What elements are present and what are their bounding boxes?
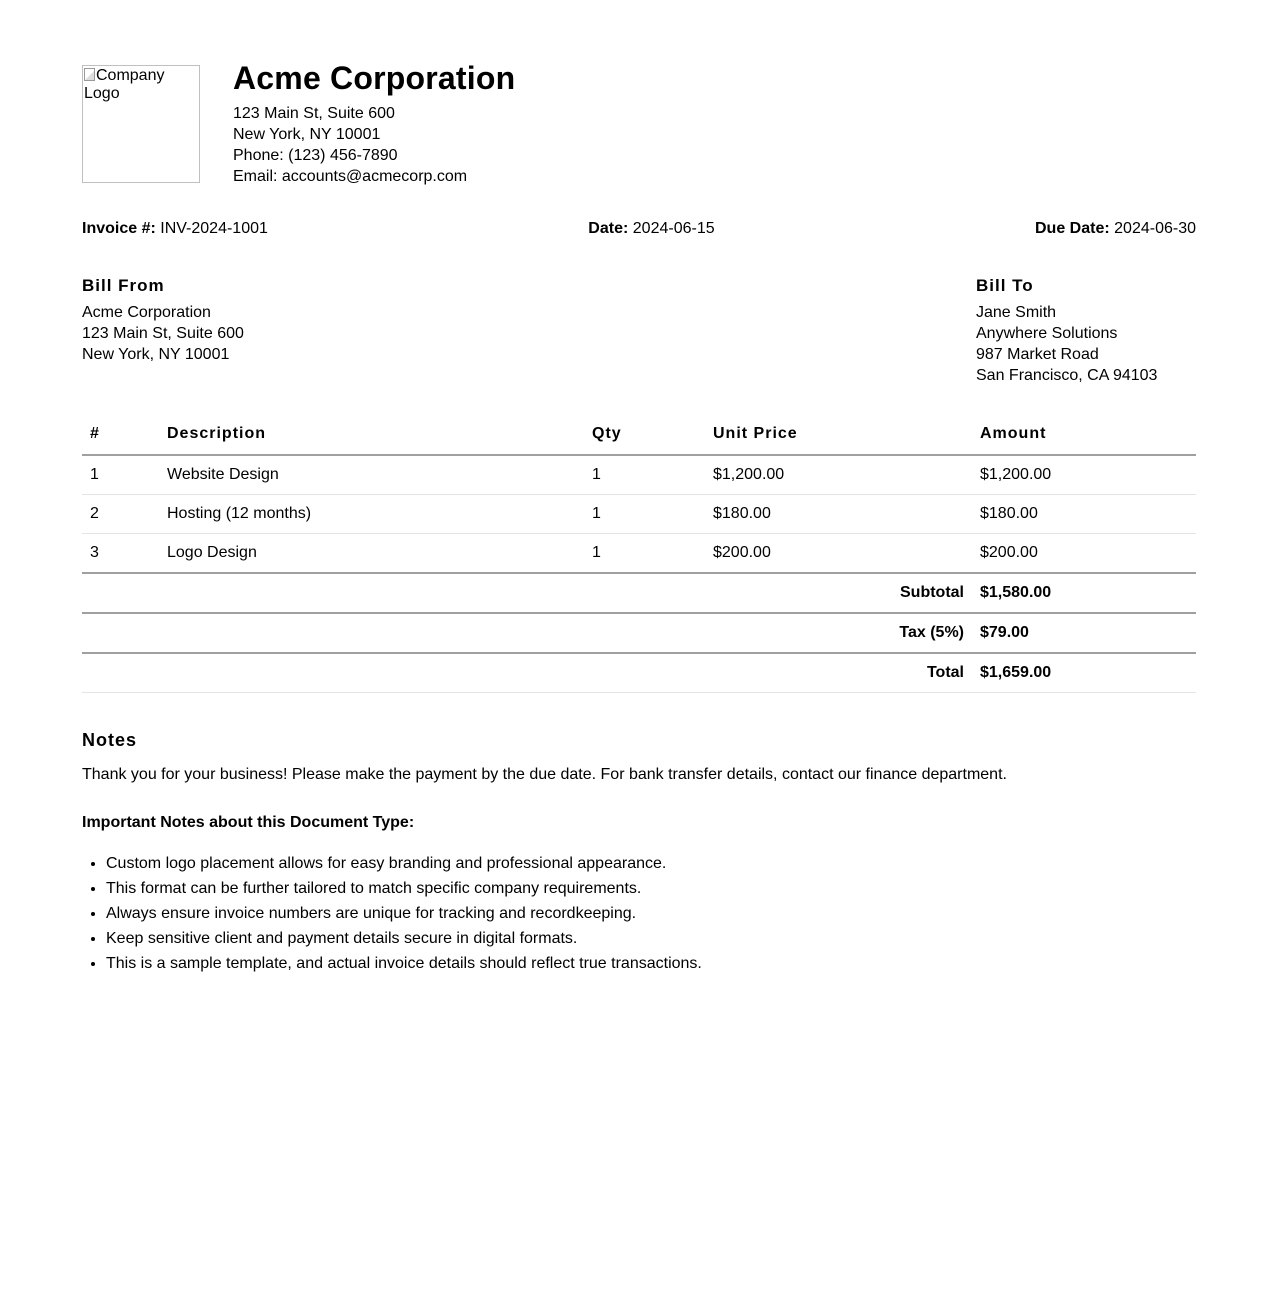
company-contact (233, 103, 515, 187)
row-unit-price: $200.00 (713, 534, 980, 574)
bill-to-line: Anywhere Solutions (976, 325, 1118, 342)
row-qty: 1 (592, 455, 713, 495)
bill-from-line: Acme Corporation (82, 304, 211, 321)
list-item: • Always ensure invoice numbers are unique for tracking and recordkeeping. (106, 901, 1196, 926)
bill-from-title: Bill From (82, 276, 165, 295)
bill-to (976, 276, 1196, 386)
broken-image-icon (84, 68, 95, 81)
invoice-parties (82, 276, 1196, 386)
invoice-meta (82, 219, 1196, 239)
bill-from (82, 276, 244, 386)
list-item: • Keep sensitive client and payment details secure in digital formats. (106, 926, 1196, 951)
invoice-number (82, 219, 268, 239)
invoice-date (588, 219, 714, 239)
row-number: 2 (82, 495, 167, 534)
row-unit-price: $1,200.00 (713, 455, 980, 495)
company-email: Email: accounts@acmecorp.com (233, 168, 468, 185)
bill-from-address (82, 302, 244, 365)
bill-from-line: 123 Main St, Suite 600 (82, 325, 244, 342)
table-row (82, 495, 1196, 534)
bill-to-line: San Francisco, CA 94103 (976, 367, 1158, 384)
column-header-unit-price: Unit Price (713, 424, 980, 455)
total-row (82, 653, 1196, 693)
bill-from-line: New York, NY 10001 (82, 346, 230, 363)
company-logo-alt-text: Company Logo (84, 67, 165, 102)
row-amount: $1,200.00 (980, 455, 1196, 495)
row-amount: $180.00 (980, 495, 1196, 534)
invoice-date-value: 2024-06-15 (632, 220, 715, 237)
company-address-line-1: 123 Main St, Suite 600 (233, 105, 395, 122)
column-header-number: # (82, 424, 167, 455)
total-value: $1,659.00 (980, 653, 1196, 693)
company-phone: Phone: (123) 456-7890 (233, 147, 398, 164)
notes-title: Notes (82, 730, 138, 750)
column-header-amount: Amount (980, 424, 1196, 455)
row-description: Hosting (12 months) (167, 495, 592, 534)
invoice-page (82, 60, 1196, 976)
subtotal-row (82, 573, 1196, 613)
subtotal-value: $1,580.00 (980, 573, 1196, 613)
row-amount: $200.00 (980, 534, 1196, 574)
subtotal-label: Subtotal (82, 573, 980, 613)
invoice-due-date-value: 2024-06-30 (1114, 220, 1196, 237)
important-notes-list (82, 851, 1196, 976)
line-items-table (82, 424, 1196, 693)
invoice-header (82, 60, 1196, 187)
invoice-number-label: Invoice #: (82, 220, 156, 237)
invoice-due-date-label: Due Date: (1035, 220, 1110, 237)
bill-to-line: 987 Market Road (976, 346, 1099, 363)
tax-value: $79.00 (980, 613, 1196, 653)
company-address-line-2: New York, NY 10001 (233, 126, 381, 143)
total-label: Total (82, 653, 980, 693)
bill-to-title: Bill To (976, 276, 1034, 295)
invoice-date-label: Date: (588, 220, 629, 237)
list-item: • Custom logo placement allows for easy branding and professional appearance. (106, 851, 1196, 876)
list-item: • This is a sample template, and actual invoice details should reflect true transactions. (106, 951, 1196, 976)
tax-label: Tax (5%) (82, 613, 980, 653)
notes-text: Thank you for your business! Please make the payment by the due date. For bank transfer details, contact our finance department. (82, 766, 1007, 783)
row-number: 3 (82, 534, 167, 574)
company-logo (82, 65, 200, 183)
column-header-qty: Qty (592, 424, 713, 455)
column-header-description: Description (167, 424, 592, 455)
row-unit-price: $180.00 (713, 495, 980, 534)
row-description: Website Design (167, 455, 592, 495)
company-name: Acme Corporation (233, 60, 516, 96)
tax-row (82, 613, 1196, 653)
bill-to-line: Jane Smith (976, 304, 1057, 321)
invoice-due-date (1035, 219, 1196, 239)
invoice-number-value: INV-2024-1001 (160, 220, 268, 237)
list-item: • This format can be further tailored to match specific company requirements. (106, 876, 1196, 901)
company-info (233, 60, 515, 187)
table-row (82, 455, 1196, 495)
row-qty: 1 (592, 534, 713, 574)
important-notes-title: Important Notes about this Document Type: (82, 814, 415, 831)
table-row (82, 534, 1196, 574)
row-qty: 1 (592, 495, 713, 534)
bill-to-address (976, 302, 1196, 386)
row-description: Logo Design (167, 534, 592, 574)
table-header-row (82, 424, 1196, 455)
row-number: 1 (82, 455, 167, 495)
